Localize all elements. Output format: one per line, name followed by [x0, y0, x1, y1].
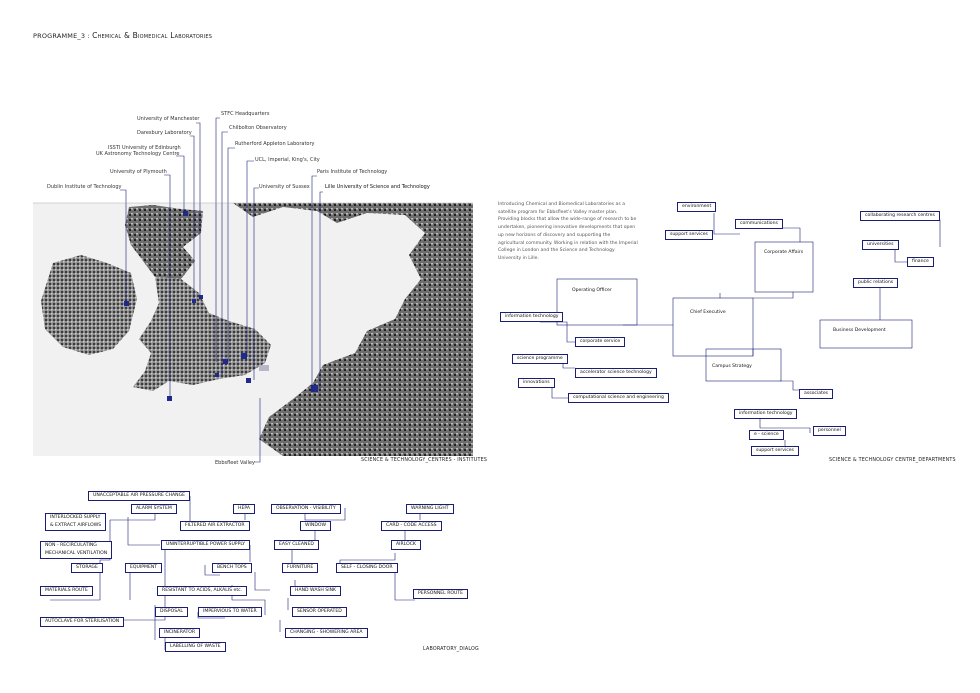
map-image — [33, 203, 473, 456]
dialog-interlocked-supply — [45, 513, 106, 531]
dialog-alarm-system: ALARM SYSTEM — [131, 504, 177, 514]
marker-plymouth — [167, 396, 172, 401]
node-finance: finance — [907, 257, 934, 267]
intro-paragraph: Introducing Chemical and Biomedical Laboratories as a satellite program for Ebbsfleet's Valley master plan. Providing blocks that allow the wide-range of research to be undertaken, pioneering innovative developments that open up new horizons of discovery and supporting the agricultural community. Working in relation with the Imperial College in London and the Science and Technology University in Lille. — [498, 202, 638, 261]
node-information-technology-left: information technology — [500, 312, 563, 322]
dialog-filtered-air-extractor: FILTERED AIR EXTRACTOR — [180, 521, 250, 531]
node-support-services-bottom: support services — [751, 446, 799, 456]
node-campus-strategy: Campus Strategy — [712, 364, 752, 369]
dialog-hand-wash-sink: HAND WASH SINK — [290, 586, 341, 596]
node-support-services-top: support services — [665, 230, 713, 240]
label-dublin-institute: Dublin Institute of Technology — [47, 184, 122, 190]
marker-manchester — [199, 295, 203, 299]
dialog-furniture: FURNITURE — [282, 563, 318, 573]
marker-rutherford — [223, 359, 228, 364]
dialog-interlocked-line1: INTERLOCKED SUPPLY — [50, 515, 101, 520]
node-innovations: innovations — [518, 378, 555, 388]
caption-dialog: LABORATORY_DIALOG — [423, 647, 479, 652]
label-stfc-headquarters: STFC Headquarters — [221, 111, 270, 117]
dialog-observation-visibility: OBSERVATION - VISIBILITY — [271, 504, 341, 514]
label-paris-institute: Paris Institute of Technology — [317, 169, 388, 175]
marker-edinburgh — [183, 211, 188, 216]
dialog-sensor-operated: SENSOR OPERATED — [292, 607, 347, 617]
marker-london — [241, 353, 247, 359]
dialog-nonrecirc-line2: MECHANICAL VENTILATION — [45, 551, 108, 556]
node-universities: universities — [862, 240, 899, 250]
node-information-technology-right: information technology — [734, 409, 797, 419]
label-university-of-sussex: University of Sussex — [259, 184, 310, 190]
dialog-non-recirculating — [40, 541, 112, 559]
node-operating-officer: Operating Officer — [572, 288, 612, 293]
node-e-science: e - science — [749, 430, 784, 440]
label-ucl-imperial: UCL, Imperial, King's, City — [255, 157, 320, 163]
label-university-of-manchester: University of Manchester — [137, 116, 200, 122]
dialog-interlocked-line2: & EXTRACT AIRFLOWS — [50, 523, 102, 528]
dialog-self-closing-door: SELF - CLOSING DOOR — [336, 563, 398, 573]
label-daresbury-laboratory: Daresbury Laboratory — [137, 130, 192, 136]
dialog-personnel-route: PERSONNEL ROUTE — [413, 589, 468, 599]
dialog-uninterruptible-power: UNINTERRUPTIBLE POWER SUPPLY — [161, 540, 250, 550]
node-environment: environment — [677, 202, 716, 212]
label-lille-university: Lille University of Science and Technology — [325, 184, 430, 190]
dialog-airlock: AIRLOCK — [391, 540, 421, 550]
dialog-bench-tops: BENCH TOPS — [212, 563, 252, 573]
dialog-storage: STORAGE — [71, 563, 103, 573]
node-corporate-affairs: Corporate Affairs — [764, 250, 804, 255]
node-business-development: Business Development — [833, 328, 886, 333]
node-accelerator-science-technology: accelerator science technology — [575, 368, 657, 378]
label-chilbolton: Chilbolton Observatory — [229, 125, 287, 131]
title-prefix: PROGRAMME_3 : — [33, 32, 93, 40]
dialog-unacceptable-air-pressure: UNACCEPTABLE AIR PRESSURE CHANGE — [88, 491, 190, 501]
page-title — [33, 31, 212, 40]
dialog-easy-cleaned: EASY CLEANED — [274, 540, 319, 550]
caption-institutes: SCIENCE & TECHNOLOGY_CENTRES - INSTITUTES — [361, 458, 488, 463]
label-uk-astronomy: UK Astronomy Technology Centre — [96, 151, 180, 157]
node-associates: associates — [799, 389, 833, 399]
dialog-warning-light: WARNING LIGHT — [406, 504, 454, 514]
marker-daresbury — [192, 299, 196, 303]
dialog-hepa: HEPA — [233, 504, 255, 514]
label-rutherford: Rutherford Appleton Laboratory — [235, 141, 315, 147]
marker-lille — [311, 385, 318, 392]
dialog-equipment: EQUIPMENT — [125, 563, 162, 573]
label-issti-edinburgh: ISSTI University of Edinburgh — [108, 145, 181, 151]
node-personnel: personnel — [813, 426, 846, 436]
node-communications: communications — [735, 219, 783, 229]
dialog-resistant-acids: RESISTANT TO ACIDS, ALKALIS etc. — [157, 586, 247, 596]
dialog-window: WINDOW — [300, 521, 331, 531]
dialog-materials-route: MATERIALS ROUTE — [40, 586, 93, 596]
dialog-autoclave: AUTOCLAVE FOR STERILISATION — [40, 617, 124, 627]
label-ebbsfleet-valley: Ebbsfleet Valley — [215, 460, 255, 466]
node-collaborating-research-centres: collaborating research centres — [860, 211, 940, 221]
node-science-programme: science programme — [512, 354, 568, 364]
dialog-labelling-of-waste: LABELLING OF WASTE — [165, 642, 226, 652]
caption-departments: SCIENCE & TECHNOLOGY CENTRE_DEPARTMENTS — [829, 458, 956, 463]
marker-sussex — [246, 378, 251, 383]
dialog-impervious-to-water: IMPERVIOUS TO WATER — [198, 607, 262, 617]
dialog-changing-showering: CHANGING - SHOWERING AREA — [285, 628, 368, 638]
node-public-relations: public relations — [853, 278, 898, 288]
node-computational-science: computational science and engineering — [568, 393, 669, 403]
dialog-incinerator: INCINERATOR — [159, 628, 200, 638]
marker-dublin — [124, 301, 129, 306]
dialog-nonrecirc-line1: NON - RECIRCULATING — [45, 543, 97, 548]
label-university-of-plymouth: University of Plymouth — [110, 169, 167, 175]
dialog-disposal: DISPOSAL — [155, 607, 188, 617]
europe-map — [33, 203, 473, 456]
dialog-card-code-access: CARD - CODE ACCESS — [381, 521, 442, 531]
node-chief-executive: Chief Executive — [690, 310, 726, 315]
marker-chilbolton — [215, 373, 219, 377]
title-main: Chemical & Biomedical Laboratories — [92, 31, 213, 40]
node-corporate-service: corporate service — [575, 337, 625, 347]
